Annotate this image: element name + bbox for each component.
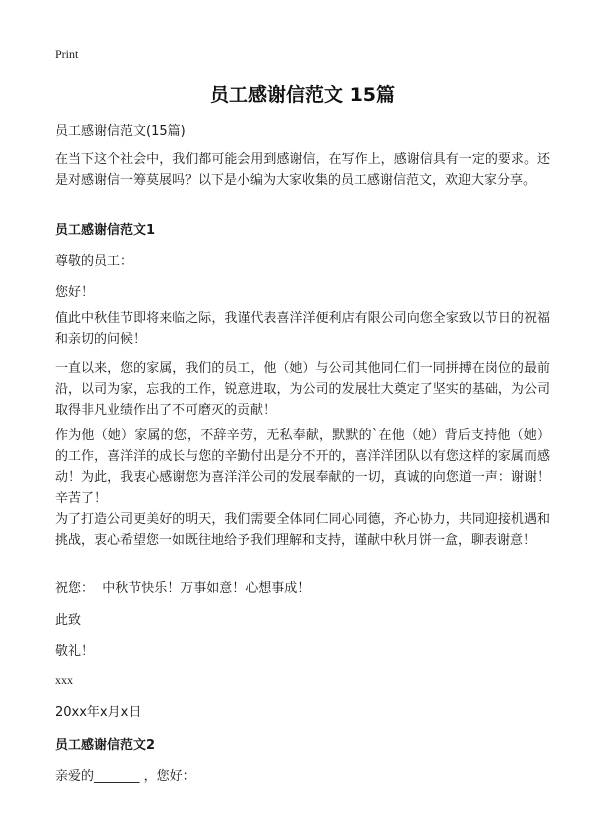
- letter1-greeting: 您好！: [55, 285, 95, 300]
- intro-paragraph: 在当下这个社会中，我们都可能会用到感谢信，在写作上，感谢信具有一定的要求。还是对感谢信一筹莫展吗？以下是小编为大家收集的员工感谢信范文，欢迎大家分享。: [55, 152, 550, 188]
- document-title: 员工感谢信范文 15篇: [209, 84, 396, 106]
- letter1-closing-1: 此致: [55, 613, 82, 628]
- letter1-paragraph-1: 值此中秋佳节即将来临之际，我谨代表喜洋洋便利店有限公司向您全家致以节日的祝福和亲切的问候！: [55, 311, 550, 347]
- letter1-paragraph-2: 一直以来，您的家属，我们的员工，他（她）与公司其他同仁们一同拼搏在岗位的最前沿，以司为家，忘我的工作，锐意进取，为公司的发展壮大奠定了坚实的基础，为公司取得非凡业绩作出了不可磨灭的贡献！: [55, 361, 550, 418]
- letter1-paragraph-4: 为了打造公司更美好的明天，我们需要全体同仁同心同德，齐心协力，共同迎接机遇和挑战，衷心希望您一如既往地给予我们理解和支持，谨献中秋月饼一盒，聊表谢意！: [55, 512, 550, 548]
- letter1-heading: 员工感谢信范文1: [55, 223, 156, 238]
- letter1-paragraph-3: 作为他（她）家属的您，不辞辛劳，无私奉献，默默的`在他（她）背后支持他（她）的工作，喜洋洋的成长与您的辛勤付出是分不开的，喜洋洋团队以有您这样的家属而感动！为此，我衷心感谢您为喜洋洋公司的发展奉献的一切，真诚的向您道一声：谢谢！辛苦了！: [55, 428, 550, 506]
- letter1-salutation: 尊敬的员工：: [55, 254, 134, 269]
- letter2-heading: 员工感谢信范文2: [55, 738, 156, 753]
- letter1-signer: xxx: [55, 673, 73, 687]
- print-label[interactable]: Print: [55, 47, 79, 61]
- letter2-salutation: 亲爱的_______ ，您好：: [55, 769, 196, 784]
- letter1-date: 20xx年x月x日: [55, 705, 142, 720]
- letter1-wishes: 祝您： 中秋节快乐！万事如意！心想事成！: [55, 581, 311, 596]
- letter1-closing-2: 敬礼！: [55, 644, 95, 659]
- document-subtitle: 员工感谢信范文(15篇): [55, 124, 186, 139]
